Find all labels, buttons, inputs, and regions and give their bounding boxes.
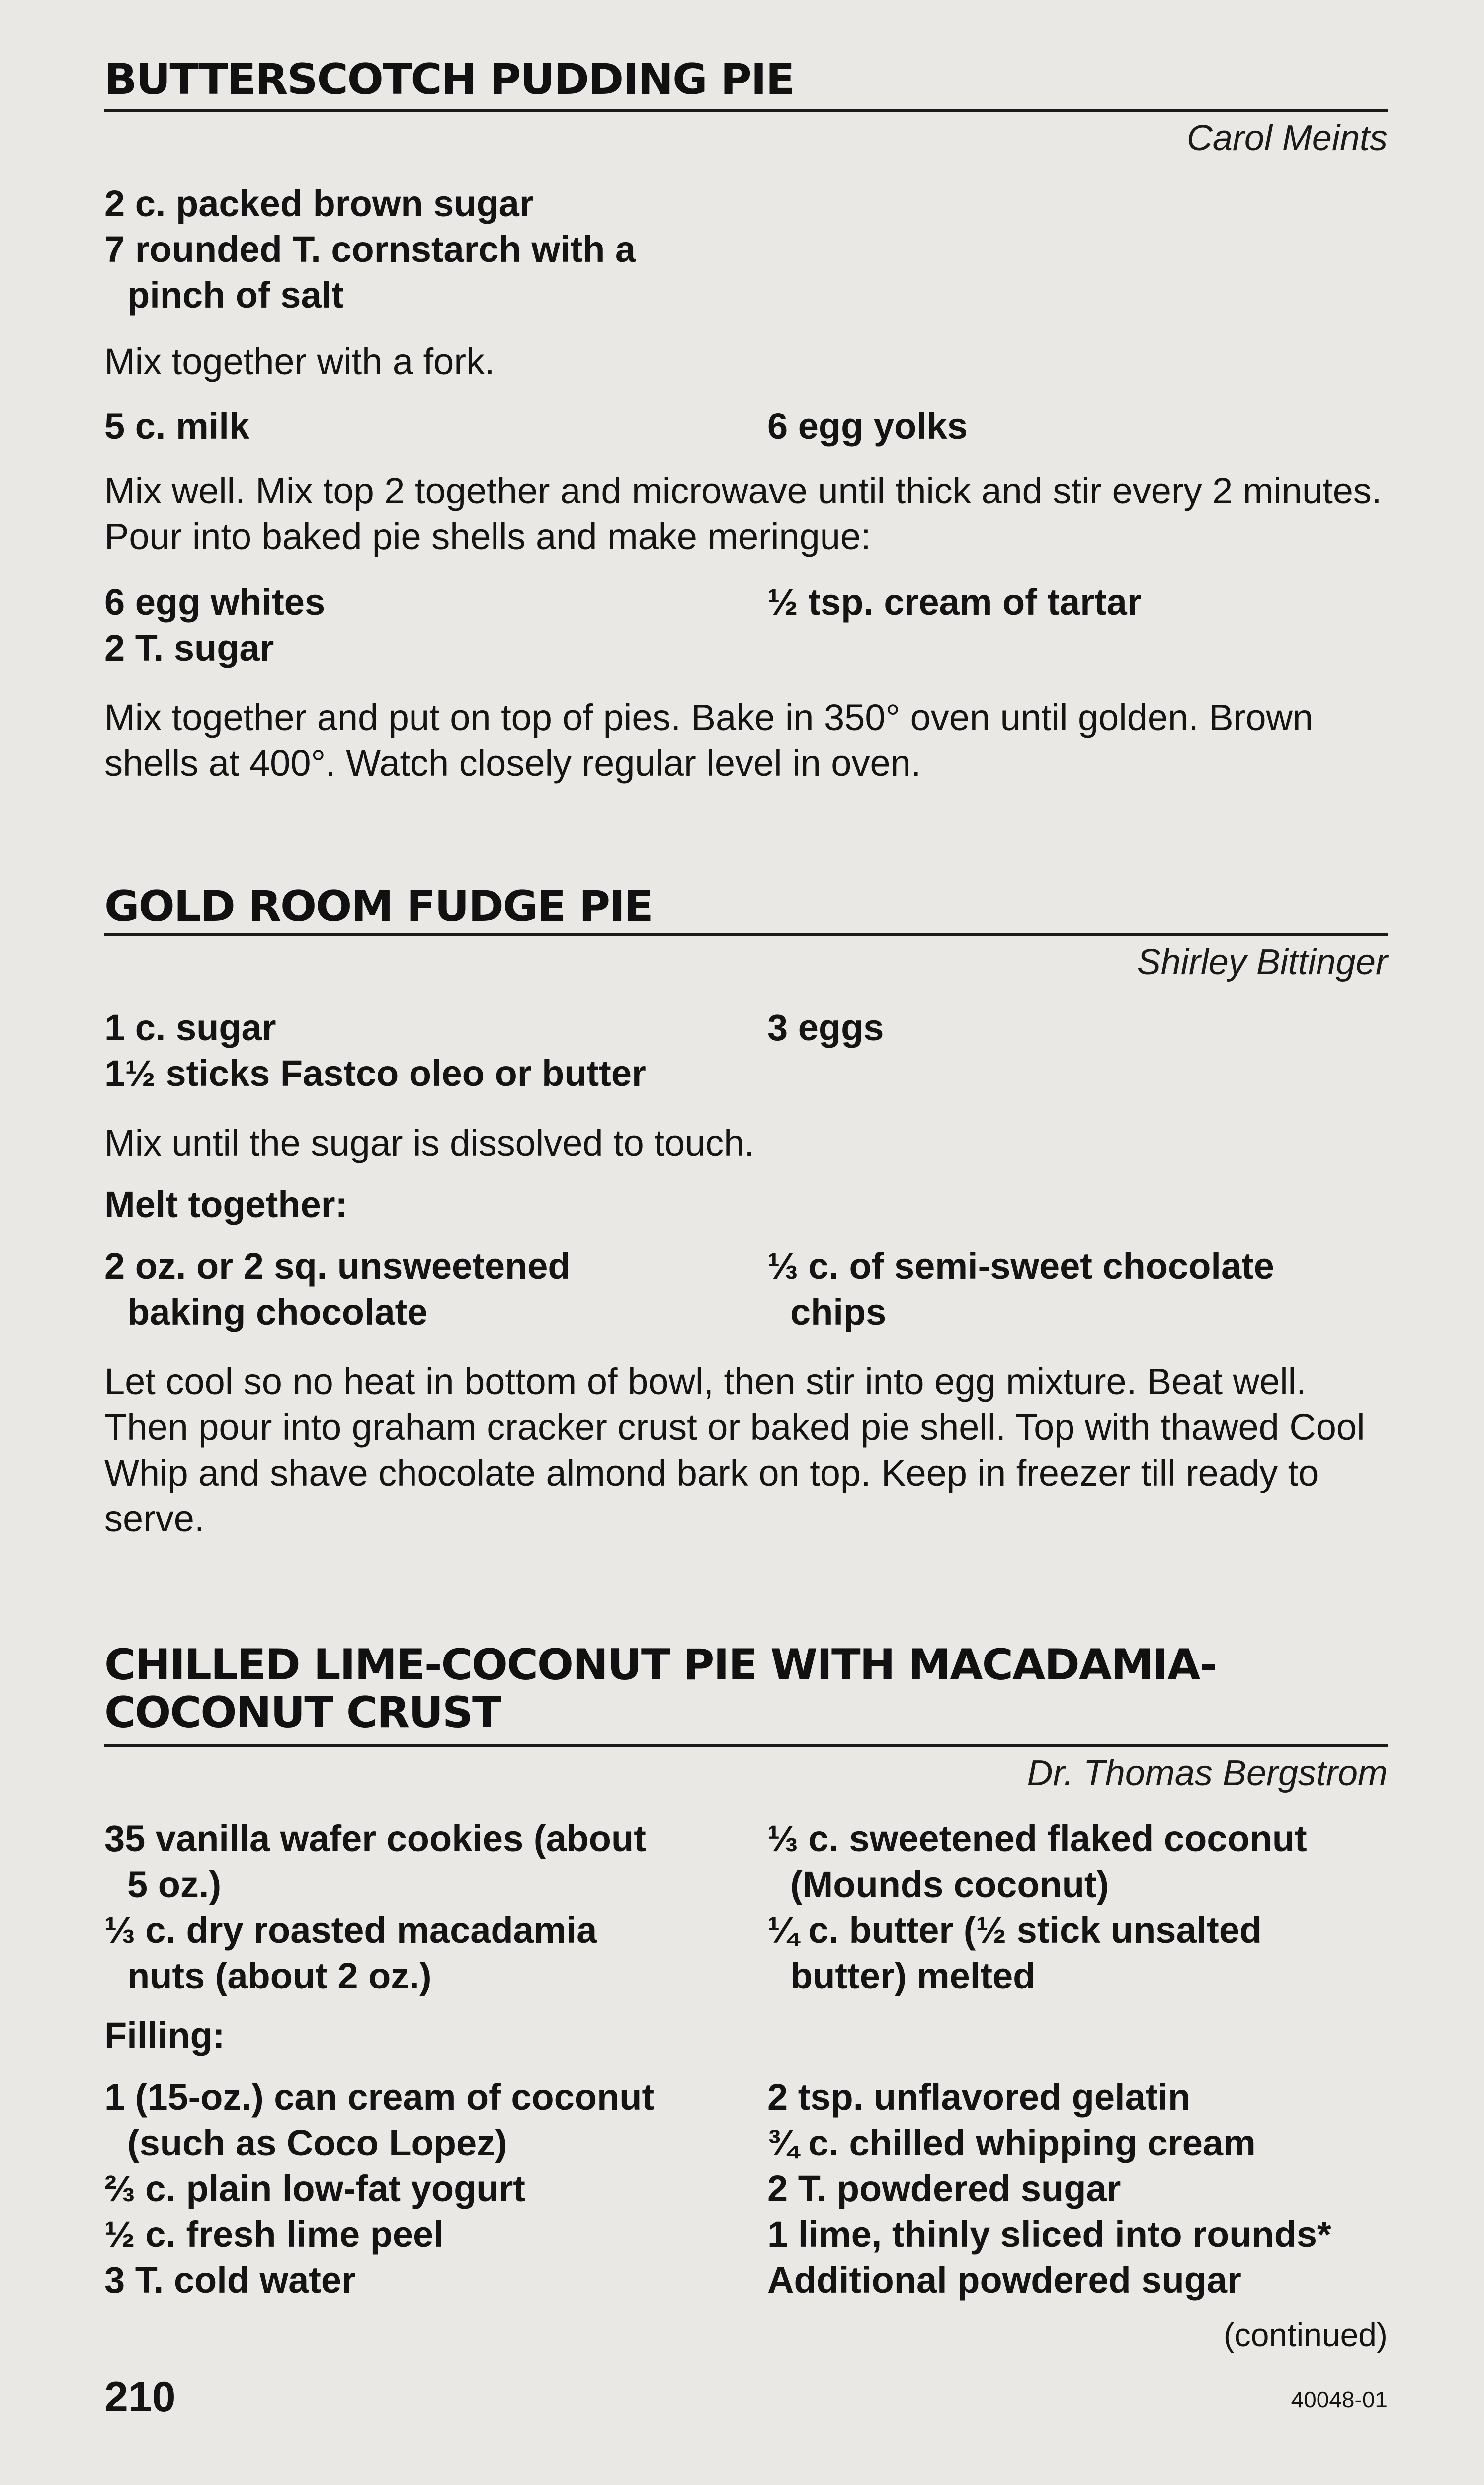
ingredient: nuts (about 2 oz.) xyxy=(127,1955,432,1996)
crust-ingredient-list xyxy=(767,1816,1307,1999)
ingredient-list xyxy=(104,1005,646,1096)
instruction: Mix well. Mix top 2 together and microwave until thick and stir every 2 minutes. Pour into baked pie shells and make meringue: xyxy=(104,470,1382,557)
ingredient-list xyxy=(104,580,325,671)
instruction: Mix together and put on top of pies. Bake in 350° oven until golden. Brown shells at 400°. Watch closely regular level in oven. xyxy=(104,697,1314,784)
recipe-author: Shirley Bittinger xyxy=(1137,942,1388,982)
ingredient: ¼ c. butter (½ stick unsalted xyxy=(767,1909,1262,1951)
ingredient: chips xyxy=(790,1291,887,1332)
ingredient: 1 (15-oz.) can cream of coconut xyxy=(104,2076,655,2118)
ingredient-list xyxy=(104,181,636,318)
ingredient: (such as Coco Lopez) xyxy=(127,2122,507,2163)
title-rule xyxy=(104,933,1388,936)
ingredient: (Mounds coconut) xyxy=(790,1864,1109,1905)
ingredient: ½ c. fresh lime peel xyxy=(104,2214,444,2255)
document-code: 40048-01 xyxy=(1291,2387,1388,2412)
ingredient-list xyxy=(767,580,1142,625)
ingredient: ½ tsp. cream of tartar xyxy=(767,581,1142,623)
ingredient: 35 vanilla wafer cookies (about xyxy=(104,1818,646,1859)
ingredient: 1½ sticks Fastco oleo or butter xyxy=(104,1053,646,1094)
ingredient: 1 c. sugar xyxy=(104,1007,276,1048)
ingredient: 5 oz.) xyxy=(127,1864,222,1905)
instruction: Mix together with a fork. xyxy=(104,341,495,382)
instruction: Let cool so no heat in bottom of bowl, then stir into egg mixture. Beat well. Then pour into graham cracker crust or baked pie shell. Top with thawed Cool Whip and shave chocolate almond bark on top. Keep in freezer till ready to serve. xyxy=(104,1361,1365,1539)
ingredient: ⅓ c. dry roasted macadamia xyxy=(104,1909,597,1951)
crust-ingredient-list xyxy=(104,1816,646,1999)
instruction: Mix until the sugar is dissolved to touch. xyxy=(104,1122,754,1163)
ingredient: ⅔ c. plain low-fat yogurt xyxy=(104,2168,525,2209)
filling-ingredient-list xyxy=(104,2074,654,2303)
ingredient: ¾ c. chilled whipping cream xyxy=(767,2122,1256,2163)
ingredient: 7 rounded T. cornstarch with a xyxy=(104,229,636,270)
recipe-author: Carol Meints xyxy=(1186,118,1388,158)
ingredient-list xyxy=(767,1243,1274,1335)
subheading: Filling: xyxy=(104,2015,225,2056)
ingredient: ⅓ c. of semi-sweet chocolate xyxy=(767,1245,1274,1287)
ingredient-list xyxy=(104,404,249,449)
ingredient: 2 c. packed brown sugar xyxy=(104,183,534,224)
ingredient: ⅓ c. sweetened flaked coconut xyxy=(767,1818,1307,1859)
ingredient-list xyxy=(104,1243,571,1335)
ingredient: 3 eggs xyxy=(767,1007,884,1048)
recipe-title-butterscotch: BUTTERSCOTCH PUDDING PIE xyxy=(104,55,794,104)
continued-note: (continued) xyxy=(1223,2317,1388,2353)
ingredient: 5 c. milk xyxy=(104,406,250,447)
ingredient: 6 egg whites xyxy=(104,581,326,623)
ingredient: 2 T. powdered sugar xyxy=(767,2168,1121,2209)
ingredient: 6 egg yolks xyxy=(767,406,968,447)
ingredient: baking chocolate xyxy=(127,1291,428,1332)
recipe-author: Dr. Thomas Bergstrom xyxy=(1027,1753,1388,1793)
filling-ingredient-list xyxy=(767,2074,1331,2303)
subheading: Melt together: xyxy=(104,1184,348,1225)
recipe-title-fudge-pie: GOLD ROOM FUDGE PIE xyxy=(104,882,653,931)
ingredient: 2 T. sugar xyxy=(104,627,274,668)
page-number: 210 xyxy=(104,2373,176,2421)
ingredient: pinch of salt xyxy=(127,274,344,316)
ingredient: Additional powdered sugar xyxy=(767,2259,1241,2301)
ingredient: 1 lime, thinly sliced into rounds* xyxy=(767,2214,1331,2255)
ingredient-list xyxy=(767,1005,884,1051)
ingredient: butter) melted xyxy=(790,1955,1036,1996)
ingredient: 2 oz. or 2 sq. unsweetened xyxy=(104,1245,571,1287)
title-rule xyxy=(104,109,1388,112)
ingredient: 2 tsp. unflavored gelatin xyxy=(767,2076,1191,2118)
ingredient: 3 T. cold water xyxy=(104,2259,356,2301)
title-rule xyxy=(104,1744,1388,1747)
recipe-title-lime-coconut-pie: CHILLED LIME-COCONUT PIE WITH MACADAMIA-COCONUT CRUST xyxy=(104,1640,1217,1738)
ingredient-list xyxy=(767,404,968,449)
